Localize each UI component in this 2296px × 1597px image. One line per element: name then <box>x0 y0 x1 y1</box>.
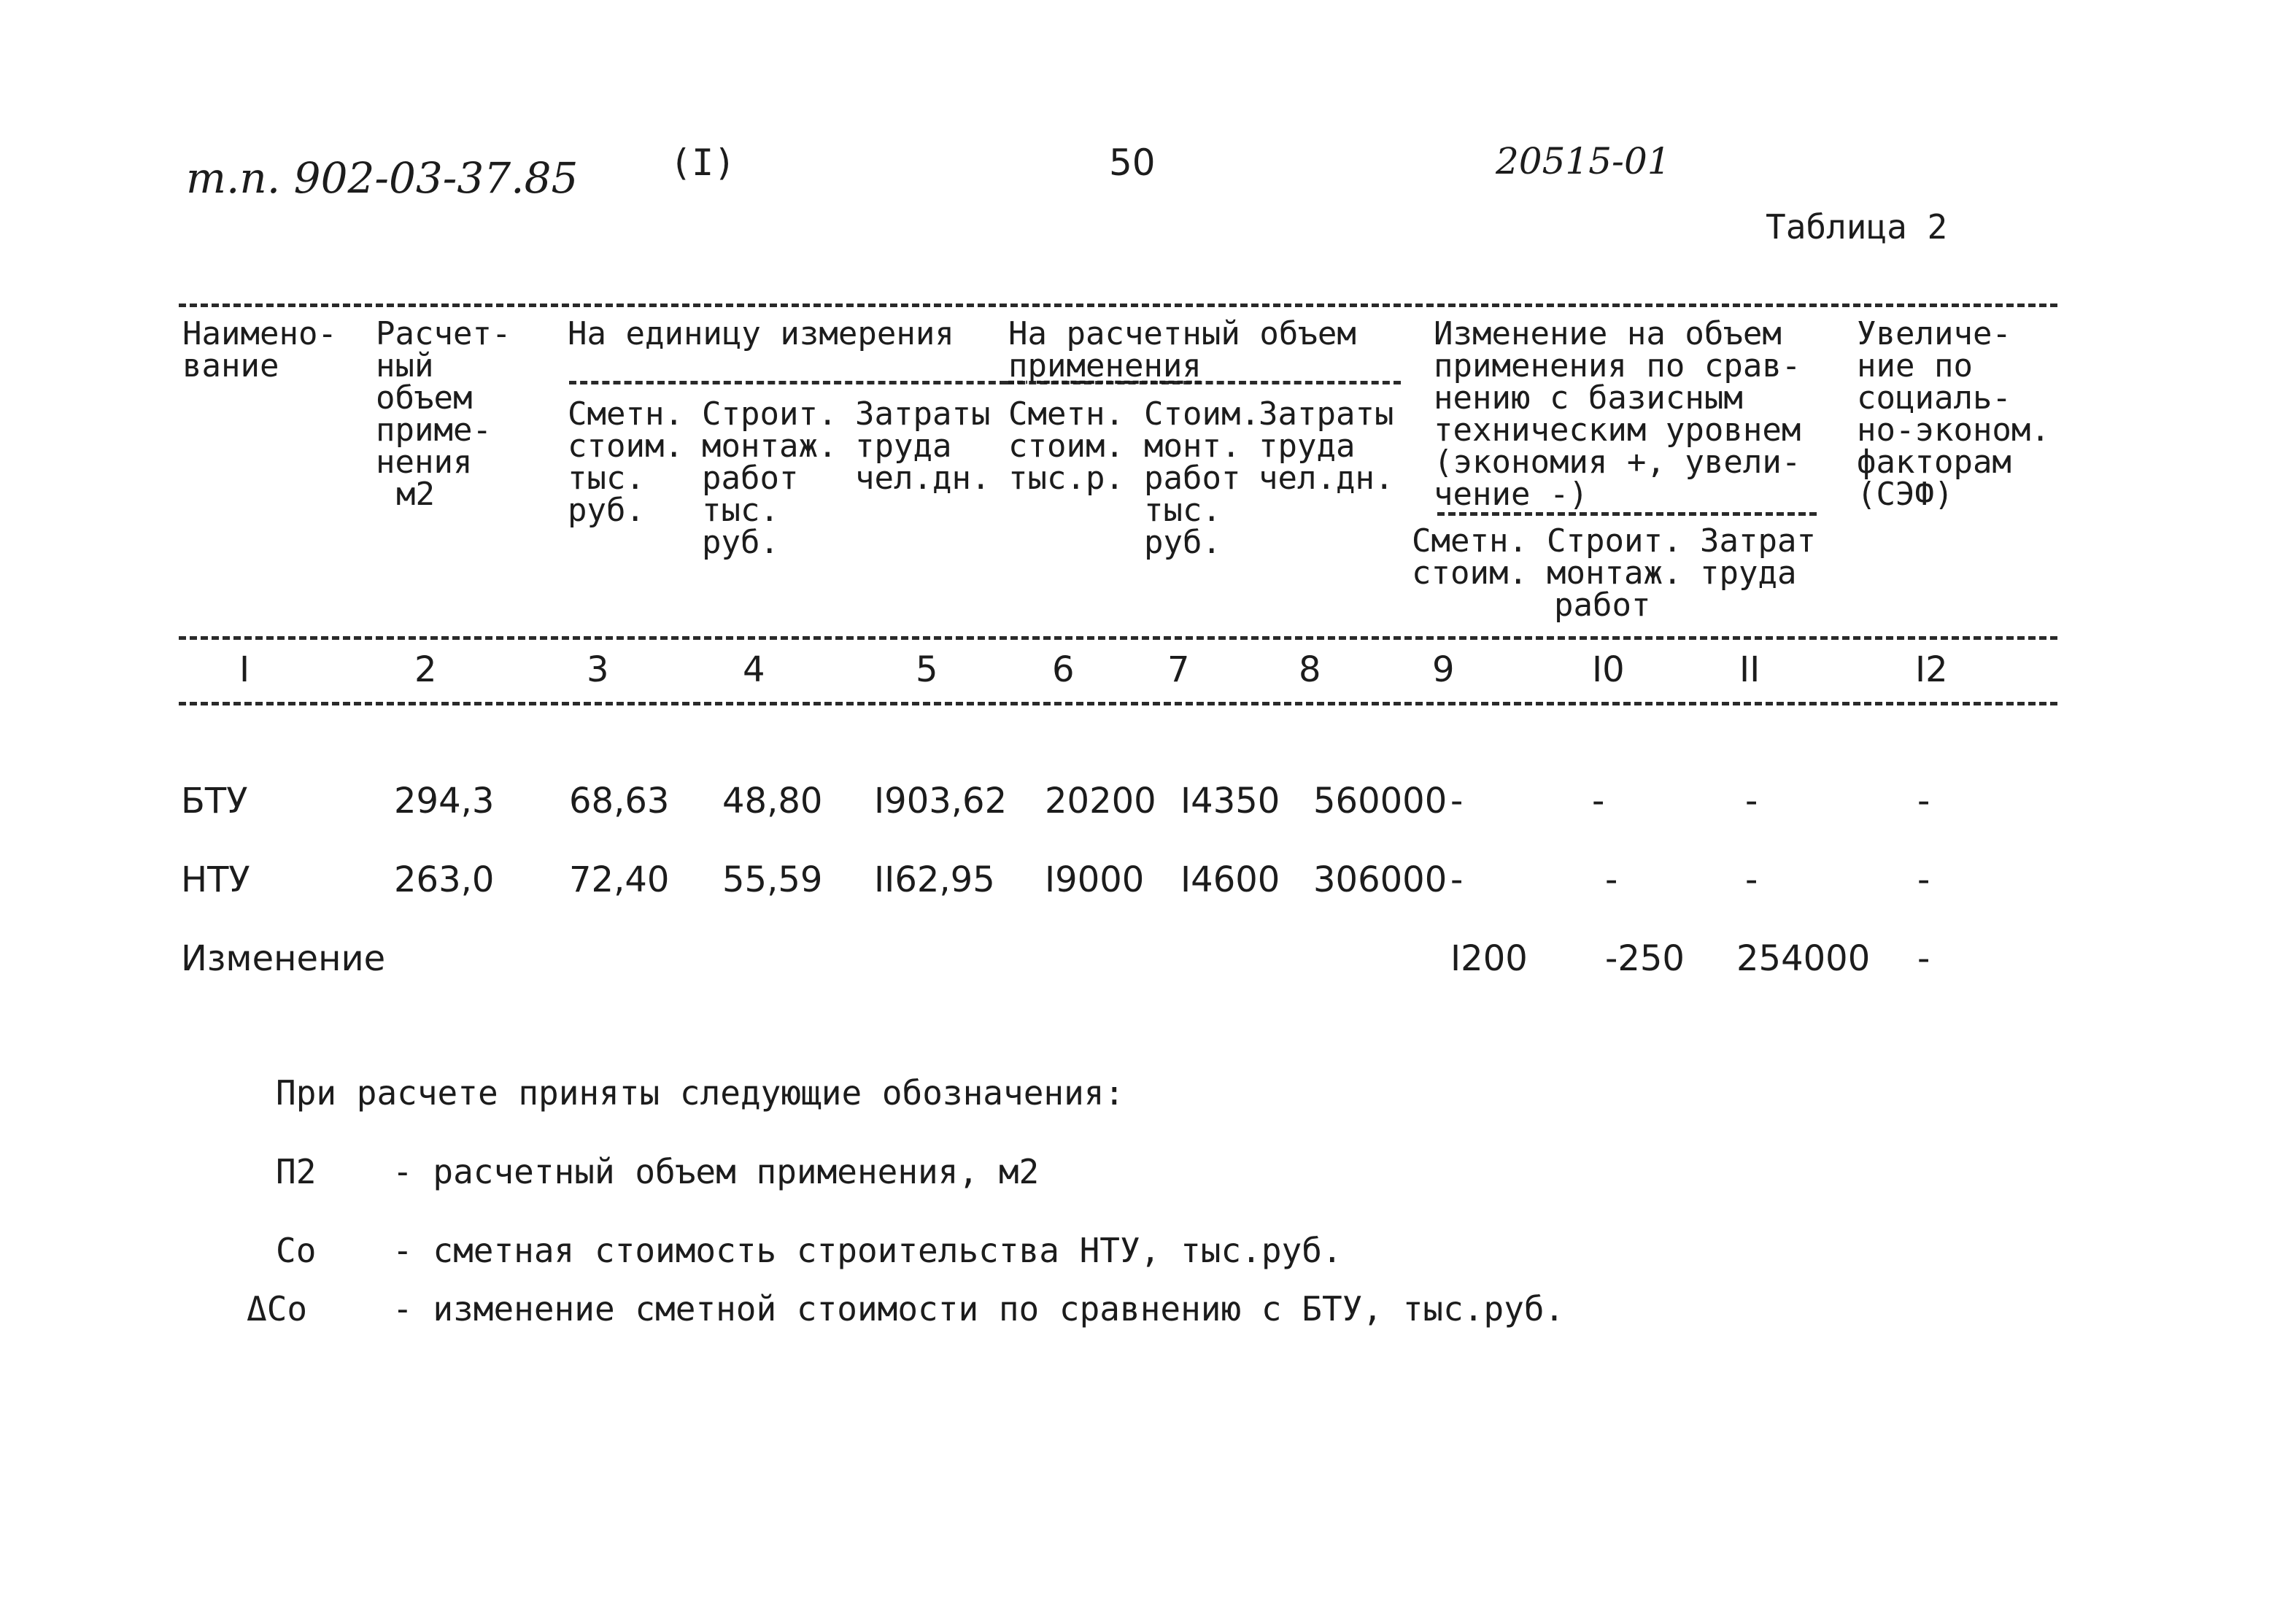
row-name: НТУ <box>181 859 250 900</box>
legend-text: - изменение сметной стоимости по сравнению с БТУ, тыс.руб. <box>393 1289 1565 1329</box>
column-header-volume: Расчет- ный объем приме- нения м2 <box>376 315 511 513</box>
column-number: I2 <box>1915 649 1948 690</box>
table-cell: 72,40 <box>569 859 670 900</box>
column-header-unit-labor: Затраты труда чел.дн. <box>855 395 991 497</box>
header-bottom-rule <box>179 636 2057 640</box>
table-cell: - <box>1450 781 1464 821</box>
table-cell: - <box>1917 781 1930 821</box>
column-number: 5 <box>916 649 938 690</box>
table-cell: 294,3 <box>394 781 495 821</box>
table-cell: I200 <box>1450 938 1528 979</box>
table-cell: 20200 <box>1045 781 1156 821</box>
column-group-per-unit: На единицу измерения <box>568 315 954 352</box>
column-header-name: Наимено- вание <box>182 315 337 384</box>
column-number: 9 <box>1432 649 1455 690</box>
column-header-change-labor: Затрат труда <box>1700 522 1816 592</box>
table-cell: 254000 <box>1736 938 1871 979</box>
legend-intro: При расчете приняты следующие обозначения: <box>276 1073 1125 1113</box>
table-cell: - <box>1450 859 1464 900</box>
table-label: Таблица 2 <box>1766 207 1948 247</box>
column-number: II <box>1739 649 1760 690</box>
column-header-change-cost: Сметн. стоим. <box>1412 522 1528 592</box>
table-cell: I9000 <box>1045 859 1145 900</box>
legend-text: - сметная стоимость строительства НТУ, тыс.руб. <box>393 1231 1342 1270</box>
table-cell: - <box>1917 938 1930 979</box>
column-header-social: Увеличе- ние по социаль- но-эконом. факторам (СЭФ) <box>1857 315 2050 513</box>
column-header-volume-works: Стоим. монт. работ тыс. руб. <box>1144 395 1260 561</box>
table-cell: - <box>1745 781 1758 821</box>
table-cell: 55,59 <box>722 859 823 900</box>
table-cell: II62,95 <box>874 859 995 900</box>
legend-symbol: Со <box>276 1231 317 1270</box>
table-cell: 68,63 <box>569 781 670 821</box>
column-header-volume-labor: Затраты труда чел.дн. <box>1259 395 1394 497</box>
legend-symbol: ΔСо <box>247 1289 308 1329</box>
column-number: 6 <box>1052 649 1075 690</box>
column-header-unit-cost: Сметн. стоим. тыс. руб. <box>568 395 684 529</box>
column-numbers-rule <box>179 702 2057 705</box>
registry-number: 20515-01 <box>1496 140 1671 182</box>
column-header-volume-cost: Сметн. стоим. тыс.р. <box>1008 395 1124 497</box>
column-number: I <box>239 649 250 690</box>
column-number: 7 <box>1167 649 1190 690</box>
column-header-change-works: Строит. монтаж. работ <box>1547 522 1682 624</box>
column-group-per-volume: На расчетный объем применения <box>1008 315 1356 384</box>
table-cell: 306000 <box>1313 859 1447 900</box>
table-cell: 48,80 <box>722 781 823 821</box>
table-cell: 263,0 <box>394 859 495 900</box>
table-cell: - <box>1592 781 1605 821</box>
document-code: т.п. 902-03-37.85 <box>186 153 579 203</box>
table-cell: - <box>1917 859 1930 900</box>
table-cell: 560000 <box>1313 781 1447 821</box>
column-number: 3 <box>587 649 609 690</box>
row-name: Изменение <box>181 938 386 979</box>
column-number: 8 <box>1299 649 1321 690</box>
row-name: БТУ <box>181 781 248 821</box>
column-header-unit-works: Строит. монтаж. работ тыс. руб. <box>702 395 838 561</box>
legend-text: - расчетный объем применения, м2 <box>393 1152 1040 1191</box>
column-group-change: Изменение на объем применения по срав- нению с базисным техническим уровнем (экономия +, увели- чение -) <box>1434 315 1801 513</box>
column-number: 2 <box>414 649 437 690</box>
table-cell: - <box>1605 859 1618 900</box>
table-cell: I4600 <box>1180 859 1280 900</box>
column-number: I0 <box>1592 649 1625 690</box>
page-number: 50 <box>1109 142 1156 184</box>
table-top-rule <box>179 303 2057 307</box>
table-cell: I4350 <box>1180 781 1280 821</box>
table-cell: I903,62 <box>874 781 1008 821</box>
legend-symbol: П2 <box>276 1152 317 1191</box>
column-number: 4 <box>743 649 765 690</box>
section-number: (I) <box>670 142 736 184</box>
table-cell: - <box>1745 859 1758 900</box>
table-cell: -250 <box>1605 938 1685 979</box>
per-unit-subrule <box>569 381 1007 384</box>
